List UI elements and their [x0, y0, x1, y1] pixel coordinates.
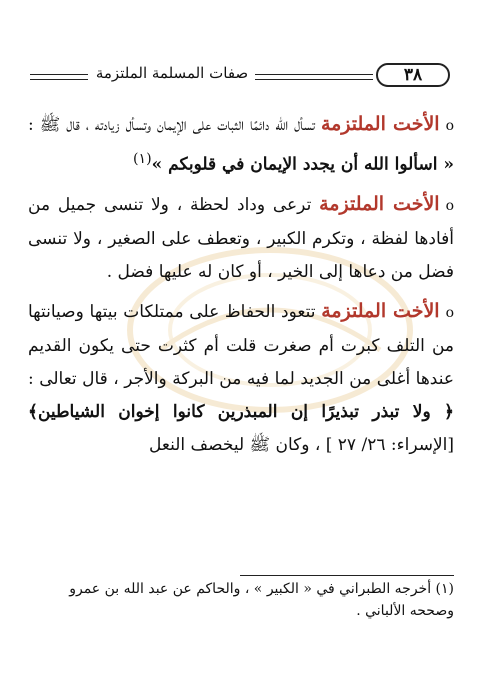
- keyword: الأخت الملتزمة: [320, 113, 440, 135]
- paragraph-text-continued: [الإسراء: ٢٦/ ٢٧ ] ، وكان ﷺ ليخصف النعل: [149, 434, 454, 455]
- hadith-quote: « اسألوا الله أن يجدد الإيمان في قلوبكم »: [151, 154, 454, 175]
- paragraph-3: [28, 295, 454, 462]
- keyword: الأخت الملتزمة: [321, 299, 440, 322]
- footnote-rule: [240, 575, 454, 576]
- footnote: (١) أخرجه الطبراني في « الكبير » ، والحاكم عن عبد الله بن عمرو وصححه الألباني .: [69, 581, 454, 619]
- header-rule-left-bottom: [30, 79, 88, 80]
- header-rule-right-bottom: [255, 79, 373, 80]
- paragraph-1: [28, 108, 454, 182]
- bullet-icon: o: [445, 118, 454, 134]
- main-text: [28, 108, 454, 468]
- footnote-marker: (١): [132, 151, 152, 167]
- paragraph-text: تسأل الله دائمًا الثبات على الإيمان وتسأل زيادته ، قال ﷺ :: [28, 115, 321, 135]
- bullet-icon: o: [445, 197, 454, 214]
- keyword: الأخت الملتزمة: [319, 192, 440, 215]
- header-title: صفات المسلمة الملتزمة: [95, 64, 249, 82]
- bullet-icon: o: [445, 304, 454, 321]
- header-rule-left-top: [30, 74, 88, 75]
- header-rule-right-top: [255, 74, 373, 75]
- paragraph-text: تتعود الحفاظ على ممتلكات بيتها وصيانتها من التلف كبرت أم صغرت قلت أم كثرت حتى يكون القديم عندها أغلى من الجديد لما فيه من البركة والأجر ، قال تعالى :: [28, 301, 454, 389]
- paragraph-2: [28, 188, 454, 289]
- running-header: [30, 62, 452, 92]
- quran-quote: ﴿ ولا تبذر تبذيرًا إن المبذرين كانوا إخوان الشياطين﴾: [28, 401, 454, 422]
- page-number: ٣٨: [376, 63, 450, 87]
- paragraph-text: ترعى وداد لحظة ، ولا تنسى جميل من أفادها لفظة ، وتكرم الكبير ، وتعطف على الصغير ، ولا تنسى فضل من دعاها إلى الخير ، أو كان له عليها فضل .: [28, 194, 454, 282]
